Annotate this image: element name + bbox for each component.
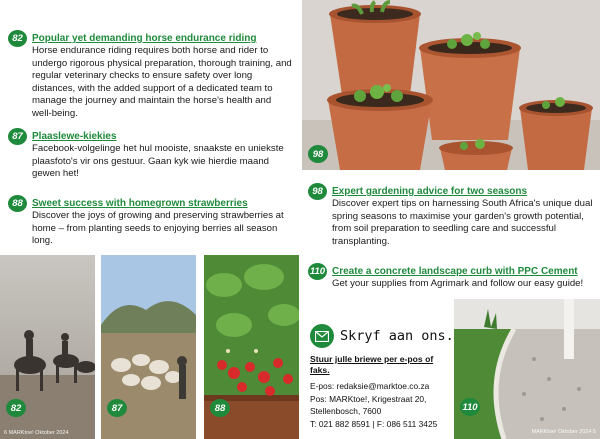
article-82-title[interactable]: Popular yet demanding horse endurance riding <box>32 33 257 44</box>
article-98 <box>308 183 598 248</box>
article-98-title[interactable]: Expert gardening advice for two seasons <box>332 186 528 197</box>
article-98-text <box>332 183 598 248</box>
envelope-icon <box>310 324 334 348</box>
article-98-body: Discover expert tips on harnessing South Africa's unique dual spring seasons to maximise your garden's growth potential, from soil preparation to seedling care and successful transplanting. <box>332 198 593 247</box>
letters-post: Pos: MARKtoe!, Krigestraat 20, <box>310 393 427 404</box>
letters-contact <box>310 380 455 430</box>
article-88-head <box>8 195 293 248</box>
photo-sheep-flock[interactable] <box>101 255 196 439</box>
letters-phone: T: 021 882 8591 | F: 086 511 3425 <box>310 418 438 429</box>
photo-page-badge: 98 <box>308 145 328 163</box>
letters-city: Stellenbosch, 7600 <box>310 406 382 416</box>
landscape-curb-illustration <box>454 299 600 439</box>
article-87-title[interactable]: Plaaslewe-kiekies <box>32 131 117 142</box>
article-88-body: Discover the joys of growing and preserving strawberries at home – from planting seeds to enjoying berries all season long. <box>32 210 284 247</box>
article-110-text <box>332 263 583 291</box>
article-82-head <box>8 30 293 121</box>
footer-page-info-left: 6 MARKtoe! Oktober 2024 <box>4 430 69 436</box>
photo-page-badge: 88 <box>210 399 230 417</box>
photo-page-badge: 110 <box>460 398 480 416</box>
footer-page-info-right: MARKtoe! Oktober 2024 5 <box>531 429 596 435</box>
article-82-text <box>32 30 293 121</box>
article-110-title[interactable]: Create a concrete landscape curb with PPC Cement <box>332 266 578 277</box>
article-88-text <box>32 195 293 248</box>
letters-header <box>310 324 455 348</box>
article-88 <box>8 195 293 248</box>
plant-pots-illustration <box>302 0 600 170</box>
article-87-text <box>32 128 293 181</box>
photo-page-badge: 87 <box>107 399 127 417</box>
article-110-body: Get your supplies from Agrimark and follow our easy guide! <box>332 278 584 289</box>
envelope-icon-glyph <box>315 331 329 342</box>
page-badge: 87 <box>8 128 27 145</box>
article-87-body: Facebook-volgelinge het hul mooiste, snaakste en uniekste plaasfoto's vir ons gestuur. Gaan kyk wie hierdie maand gewen het! <box>32 143 284 180</box>
article-110 <box>308 263 598 291</box>
photo-page-badge: 82 <box>6 399 26 417</box>
article-82-body: Horse endurance riding requires both horse and rider to undergo rigorous physical preparation, thorough training, and regular veterinary checks to ensure safety over long distances, with the added support of a dedicated team to manage the journey and maintain the horse's health and well-being. <box>32 45 292 119</box>
article-87 <box>8 128 293 181</box>
photo-plant-pots[interactable] <box>302 0 600 170</box>
photo-horse-riders[interactable] <box>0 255 95 439</box>
page-badge: 98 <box>308 183 327 200</box>
letters-title: Skryf aan ons. <box>340 328 454 344</box>
page-badge: 82 <box>8 30 27 47</box>
article-82 <box>8 30 293 121</box>
photo-strawberries[interactable] <box>204 255 299 439</box>
letters-subtitle: Stuur julle briewe per e-pos of faks. <box>310 354 434 375</box>
letters-section <box>310 324 455 430</box>
letters-email[interactable]: E-pos: redaksie@marktoe.co.za <box>310 381 430 391</box>
article-88-title[interactable]: Sweet success with homegrown strawberries <box>32 198 248 209</box>
page-badge: 88 <box>8 195 27 212</box>
photo-landscape-curb[interactable] <box>454 299 600 439</box>
page-badge: 110 <box>308 263 327 280</box>
article-98-head <box>308 183 598 248</box>
article-110-head <box>308 263 598 291</box>
article-87-head <box>8 128 293 181</box>
